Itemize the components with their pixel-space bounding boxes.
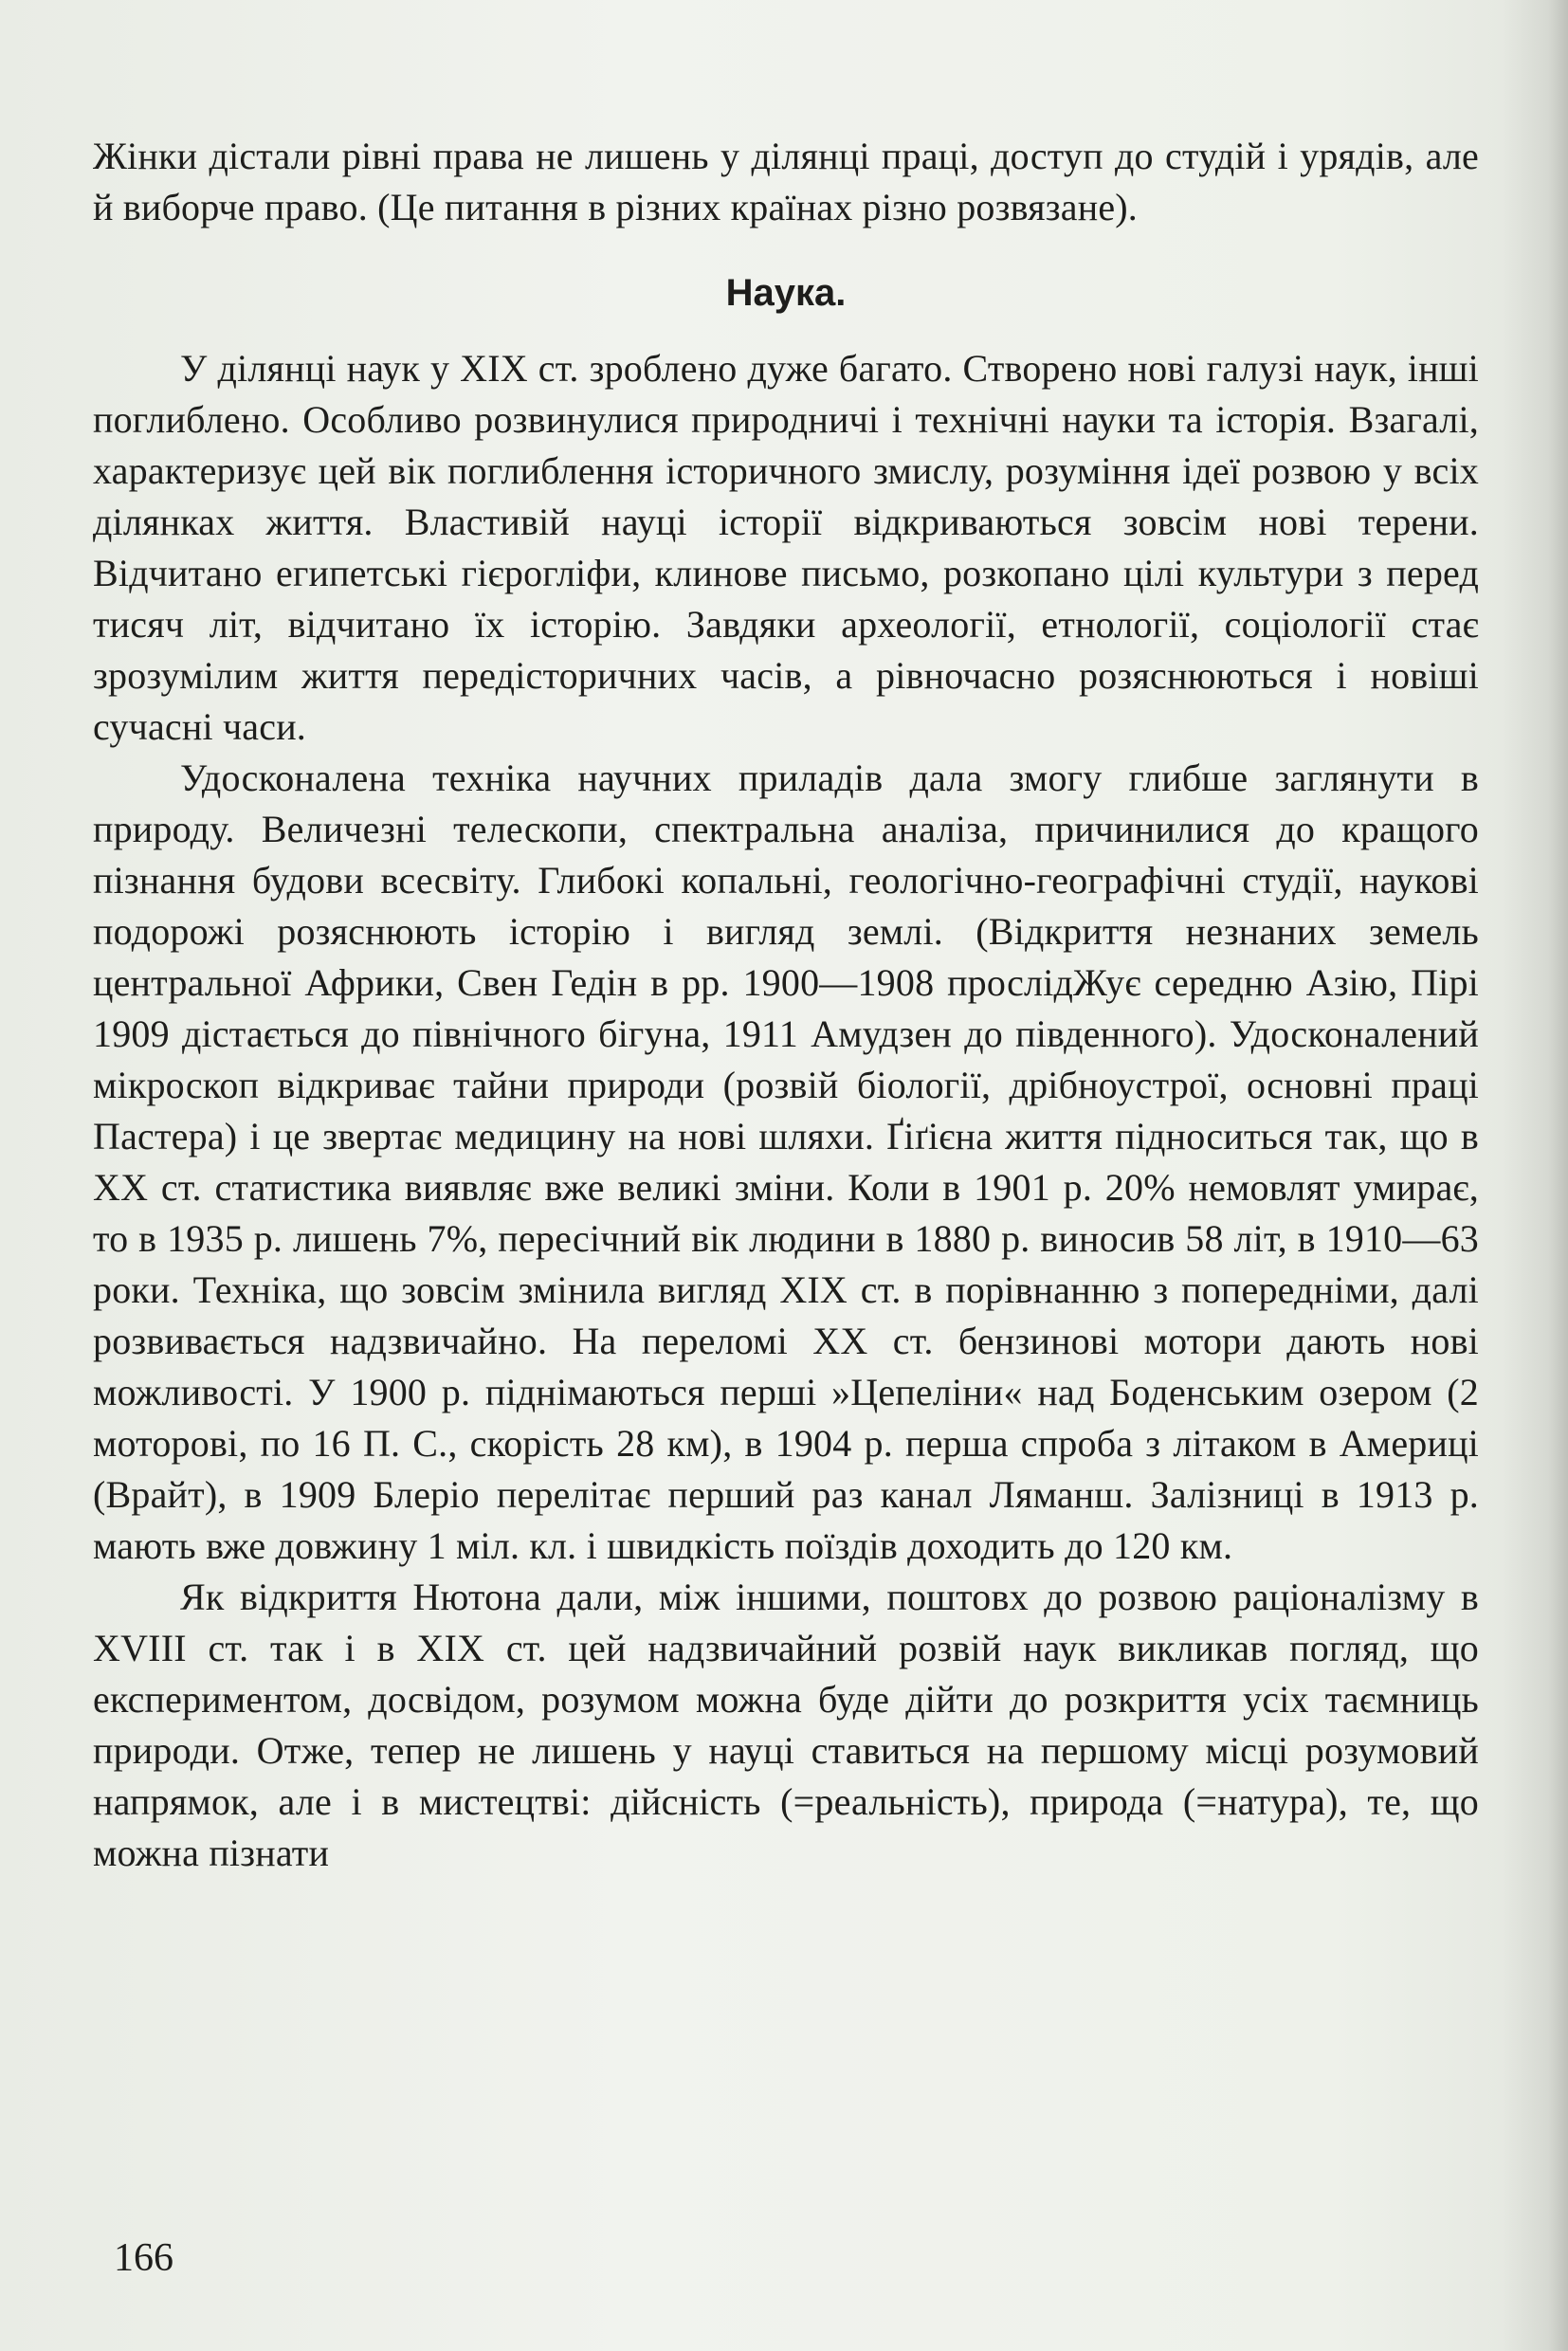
paragraph-technology: Удосконалена техніка научних приладів дала змогу глибше заглянути в природу. Величезні телескопи, спектральна аналіза, причинилися до кращого пізнання будови всесвіту. Глибокі копальні, геологічно-географічні студії, наукові подорожі розяснюють історію і вигляд землі. (Відкриття незнаних земель центральної Африки, Свен Гедін в рр. 1900—1908 прослідЖує середню Азію, Пірі 1909 дістається до північного бігуна, 1911 Амудзен до південного). Удосконалений мікроскоп відкриває тайни природи (розвій біології, дрібноустрої, основні праці Пастера) і це звертає медицину на нові шляхи. Ґіґієна життя підноситься так, що в XX ст. статистика виявляє вже великі зміни. Коли в 1901 р. 20% немовлят умирає, то в 1935 р. лишень 7%, пересічний вік людини в 1880 р. виносив 58 літ, в 1910—63 роки. Техніка, що зовсім змінила вигляд XIX ст. в порівнанню з попередніми, далі розвивається надзвичайно. На переломі XX ст. бензинові мотори дають нові можливості. У 1900 р. піднімаються перші »Цепеліни« над Боденським озером (2 моторові, по 16 П. С., скорість 28 км), в 1904 р. перша спроба з літаком в Америці (Врайт), в 1909 Блеріо перелітає перший раз канал Ляманш. Залізниці в 1913 р. мають вже довжину 1 міл. кл. і швидкість поїздів доходить до 120 км. — [93, 756, 1479, 1567]
page-edge-shadow — [1502, 0, 1568, 2351]
page-number: 166 — [114, 2236, 173, 2280]
text-body — [93, 131, 1479, 1879]
paragraph-rationalism: Як відкриття Нютона дали, між іншими, поштовх до розвою раціоналізму в XVIII ст. так і в XIX ст. цей надзвичайний розвій наук викликав погляд, що експериментом, досвідом, розумом можна буде дійти до розкриття усіх таємниць природи. Отже, тепер не лишень у науці ставиться на першому місці розумовий напрямок, але і в мистецтві: дійсність (=реальність), природа (=натура), те, що можна пізнати — [93, 1576, 1479, 1874]
section-heading: Наука. — [725, 272, 847, 314]
paragraph-science: У ділянці наук у XIX ст. зроблено дуже багато. Створено нові галузі наук, інші поглиблено. Особливо розвинулися природничі і технічні науки та історія. Взагалі, характеризує цей вік поглиблення історичного змислу, розуміння ідеї розвою у всіх ділянках життя. Властивій науці історії відкриваються зовсім нові терени. Відчитано египетські гієрогліфи, клинове письмо, розкопано цілі культури з перед тисяч літ, відчитано їх історію. Завдяки археології, етнології, соціології стає зрозумілим життя передісторичних часів, а рівночасно розяснюються і новіші сучасні часи. — [93, 347, 1479, 748]
intro-paragraph: Жінки дістали рівні права не лишень у ділянці праці, доступ до студій і урядів, але й виборче право. (Це питання в різних країнах різно розвязане). — [93, 135, 1479, 228]
